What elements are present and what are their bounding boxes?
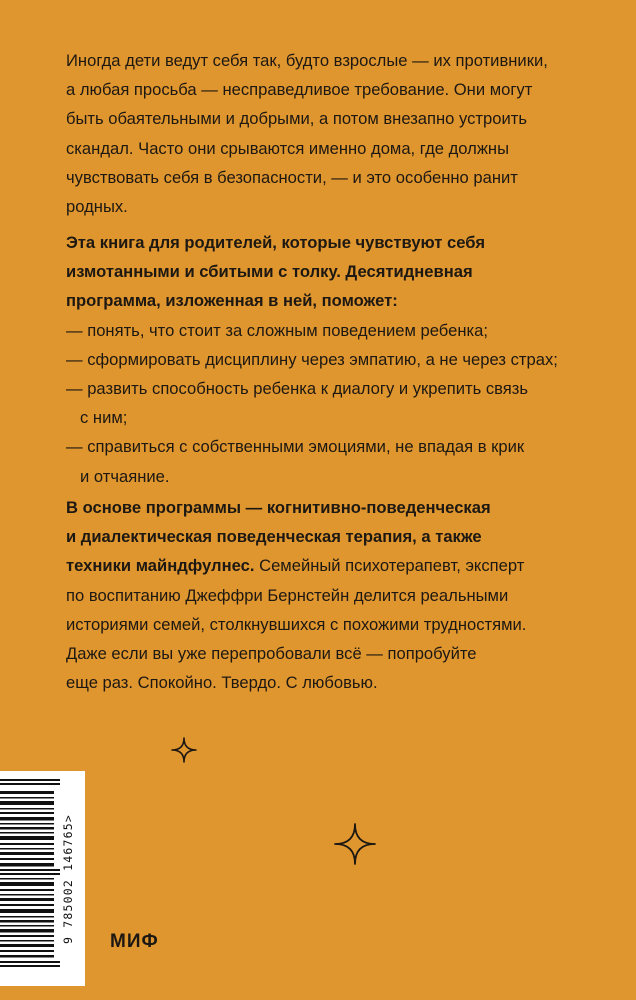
bold-line: и диалектическая поведенческая терапия, а также	[66, 527, 482, 547]
text-line: по воспитанию Джеффри Бернстейн делится реальными	[66, 585, 509, 605]
audience-paragraph	[66, 228, 566, 491]
text-line: чувствовать себя в безопасности, — и это особенно ранит	[66, 167, 518, 187]
sparkle-large-icon	[334, 823, 376, 865]
bold-line: В основе программы — когнитивно-поведенческая	[66, 498, 491, 517]
text-fragment: Семейный психотерапевт, эксперт	[254, 556, 525, 576]
isbn-digits: 9 785002 146765	[61, 822, 75, 944]
text-line: родных.	[66, 197, 128, 217]
benefit-item: — развить способность ребенка к диалогу и укрепить связь	[66, 379, 529, 399]
intro-paragraph	[66, 46, 566, 221]
isbn-number	[61, 779, 75, 979]
bold-line: измотанными и сбитыми с толку. Десятидневная	[66, 262, 473, 282]
bold-line: Эта книга для родителей, которые чувствуют себя	[66, 233, 485, 252]
publisher-logo: МИФ	[110, 931, 159, 952]
text-line: Иногда дети ведут себя так, будто взрослые — их противники,	[66, 51, 548, 70]
benefit-item-continuation: и отчаяние.	[80, 466, 170, 486]
isbn-end-mark: >	[61, 814, 75, 823]
sparkle-small-icon	[171, 737, 197, 763]
benefit-item: — справиться с собственными эмоциями, не впадая в крик	[66, 437, 525, 457]
method-paragraph	[66, 493, 566, 697]
bold-fragment: техники майндфулнес.	[66, 556, 255, 576]
text-line: скандал. Часто они срываются именно дома, где должны	[66, 138, 510, 158]
bold-line: программа, изложенная в ней, поможет:	[66, 291, 398, 311]
benefit-item-continuation: с ним;	[80, 408, 128, 428]
text-line: историями семей, столкнувшихся с похожими трудностями.	[66, 614, 527, 634]
benefit-item: — понять, что стоит за сложным поведением ребенка;	[66, 320, 488, 340]
text-line: а любая просьба — несправедливое требование. Они могут	[66, 80, 533, 100]
benefit-item: — сформировать дисциплину через эмпатию, а не через страх;	[66, 349, 558, 369]
mixed-line	[66, 551, 566, 580]
text-line: Даже если вы уже перепробовали всё — попробуйте	[66, 644, 477, 664]
text-line: еще раз. Спокойно. Твердо. С любовью.	[66, 673, 378, 693]
text-line: быть обаятельными и добрыми, а потом внезапно устроить	[66, 109, 527, 129]
